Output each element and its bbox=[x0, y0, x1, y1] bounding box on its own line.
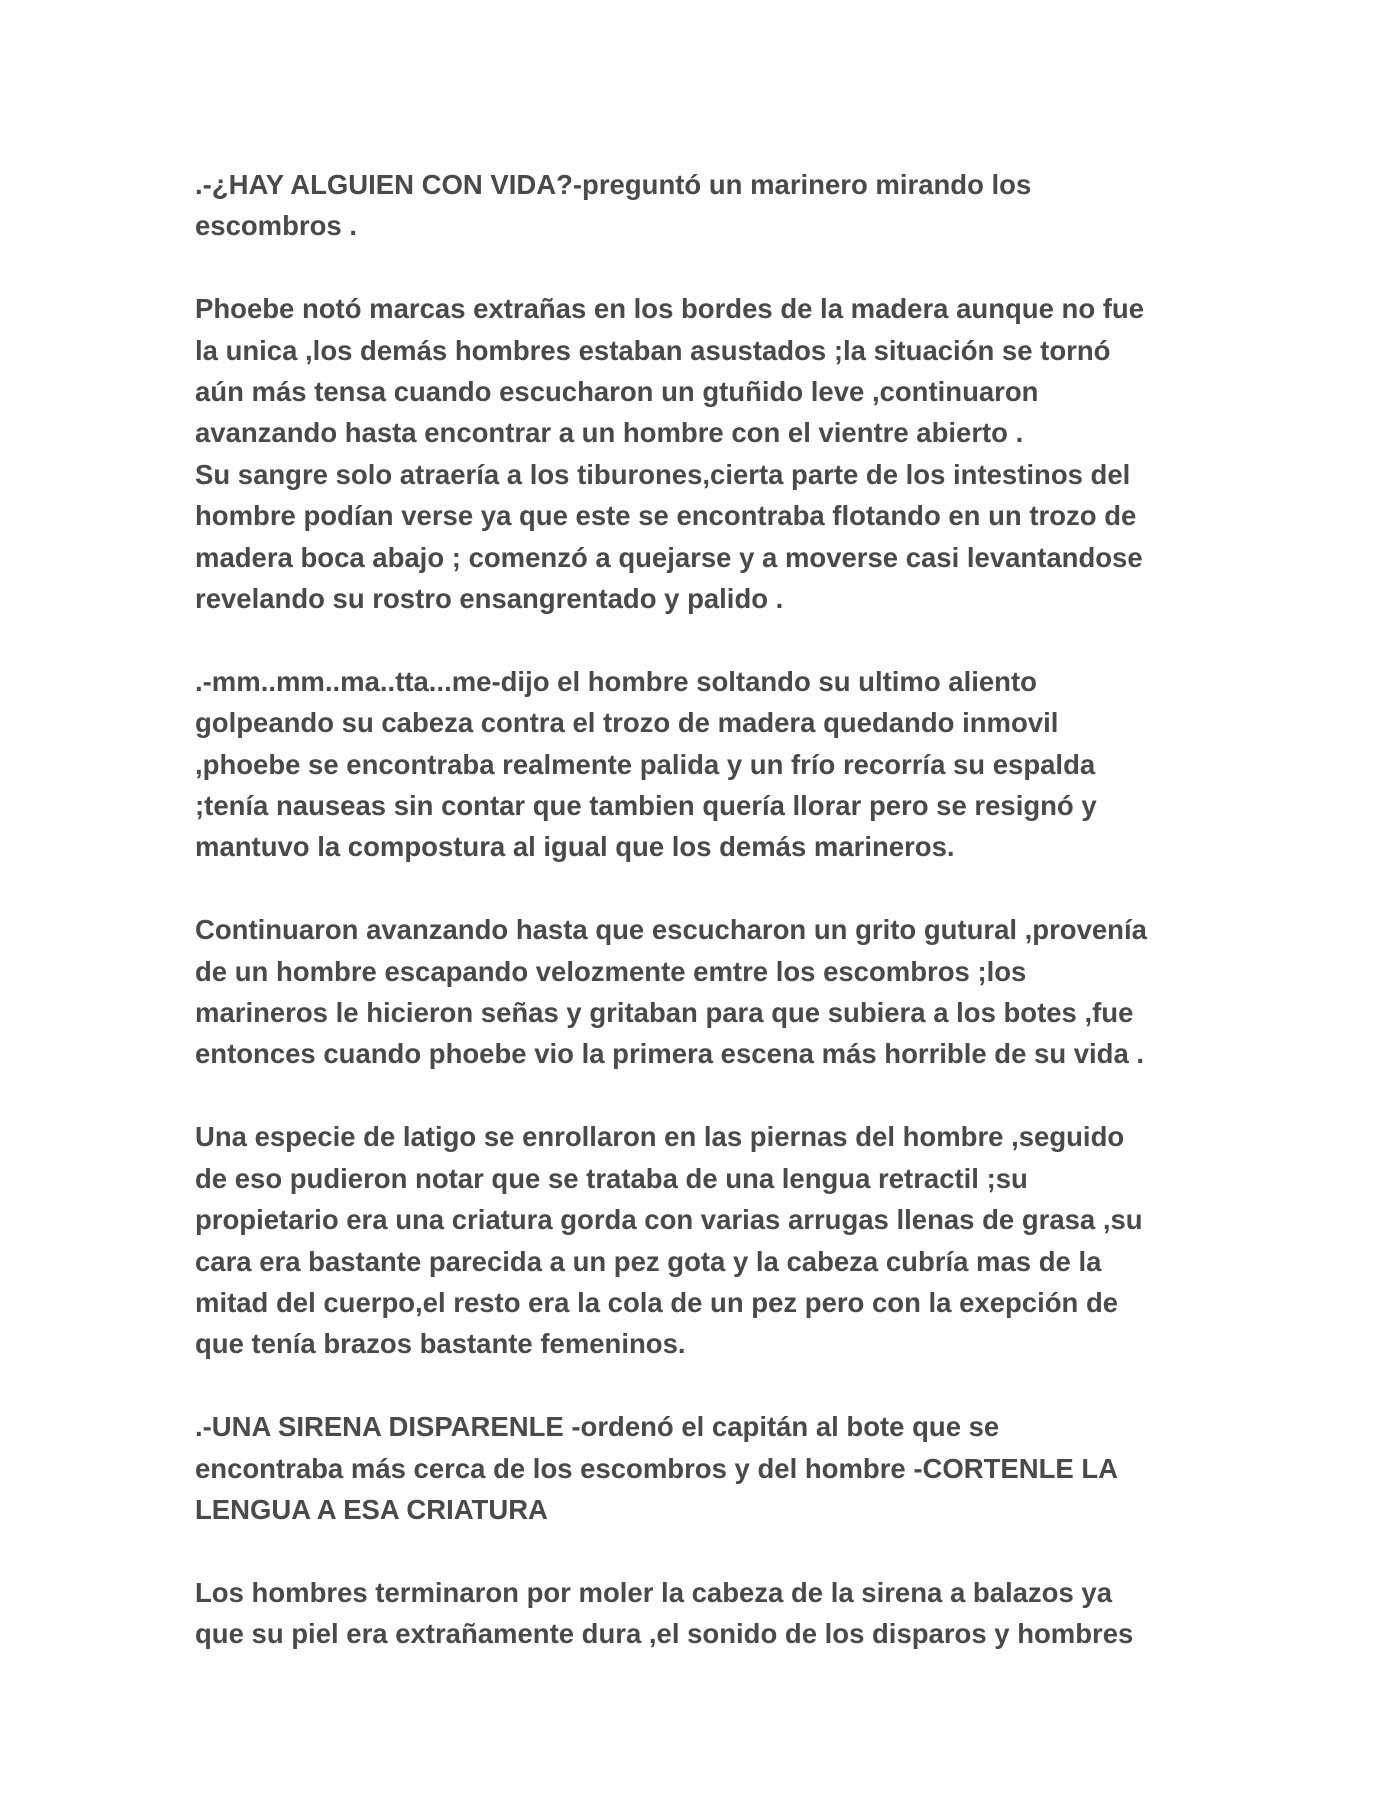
text-line: ,phoebe se encontraba realmente palida y un frío recorría su espalda bbox=[195, 748, 1096, 780]
text-line: .-mm..mm..ma..tta...me-dijo el hombre soltando su ultimo aliento bbox=[195, 665, 1037, 697]
text-line: que tenía brazos bastante femeninos. bbox=[195, 1328, 686, 1360]
text-line: entonces cuando phoebe vio la primera escena más horrible de su vida . bbox=[195, 1038, 1145, 1070]
text-line: revelando su rostro ensangrentado y palido . bbox=[195, 583, 784, 615]
text-line: de un hombre escapando velozmente emtre los escombros ;los bbox=[195, 955, 1027, 987]
paragraph bbox=[195, 909, 1225, 1075]
paragraph bbox=[195, 1406, 1225, 1530]
text-line: .-UNA SIRENA DISPARENLE -ordenó el capitán al bote que se bbox=[195, 1411, 1000, 1443]
paragraph bbox=[195, 164, 1225, 247]
text-line: Su sangre solo atraería a los tiburones,cierta parte de los intestinos del bbox=[195, 458, 1131, 490]
text-line: Phoebe notó marcas extrañas en los bordes de la madera aunque no fue bbox=[195, 293, 1145, 325]
text-line: ;tenía nauseas sin contar que tambien quería llorar pero se resignó y bbox=[195, 790, 1097, 822]
body-text bbox=[195, 164, 1225, 1696]
text-line: cara era bastante parecida a un pez gota y la cabeza cubría mas de la bbox=[195, 1245, 1102, 1277]
text-line: marineros le hicieron señas y gritaban para que subiera a los botes ,fue bbox=[195, 997, 1134, 1029]
text-line: avanzando hasta encontrar a un hombre con el vientre abierto . bbox=[195, 417, 1024, 449]
text-line: que su piel era extrañamente dura ,el sonido de los disparos y hombres bbox=[195, 1618, 1134, 1650]
text-line: mitad del cuerpo,el resto era la cola de un pez pero con la exepción de bbox=[195, 1286, 1119, 1318]
text-line: mantuvo la compostura al igual que los demás marineros. bbox=[195, 831, 955, 863]
text-line: Continuaron avanzando hasta que escucharon un grito gutural ,provenía bbox=[195, 914, 1147, 946]
text-line: Una especie de latigo se enrollaron en las piernas del hombre ,seguido bbox=[195, 1121, 1125, 1153]
text-line: escombros . bbox=[195, 210, 358, 242]
text-line: encontraba más cerca de los escombros y del hombre -CORTENLE LA bbox=[195, 1452, 1119, 1484]
text-line: LENGUA A ESA CRIATURA bbox=[195, 1493, 548, 1525]
text-line: .-¿HAY ALGUIEN CON VIDA?-preguntó un marinero mirando los bbox=[195, 169, 1032, 200]
paragraph bbox=[195, 1116, 1225, 1364]
text-line: madera boca abajo ; comenzó a quejarse y a moverse casi levantandose bbox=[195, 541, 1143, 573]
paragraph bbox=[195, 661, 1225, 868]
text-line: aún más tensa cuando escucharon un gtuñido leve ,continuaron bbox=[195, 376, 1039, 408]
text-line: hombre podían verse ya que este se encontraba flotando en un trozo de bbox=[195, 500, 1137, 532]
paragraph bbox=[195, 1572, 1225, 1655]
text-line: golpeando su cabeza contra el trozo de madera quedando inmovil bbox=[195, 707, 1059, 739]
text-line: de eso pudieron notar que se trataba de una lengua retractil ;su bbox=[195, 1162, 1028, 1194]
paragraph bbox=[195, 288, 1225, 619]
text-line: propietario era una criatura gorda con varias arrugas llenas de grasa ,su bbox=[195, 1204, 1143, 1236]
text-line: Los hombres terminaron por moler la cabeza de la sirena a balazos ya bbox=[195, 1576, 1112, 1608]
text-line: la unica ,los demás hombres estaban asustados ;la situación se tornó bbox=[195, 334, 1111, 366]
